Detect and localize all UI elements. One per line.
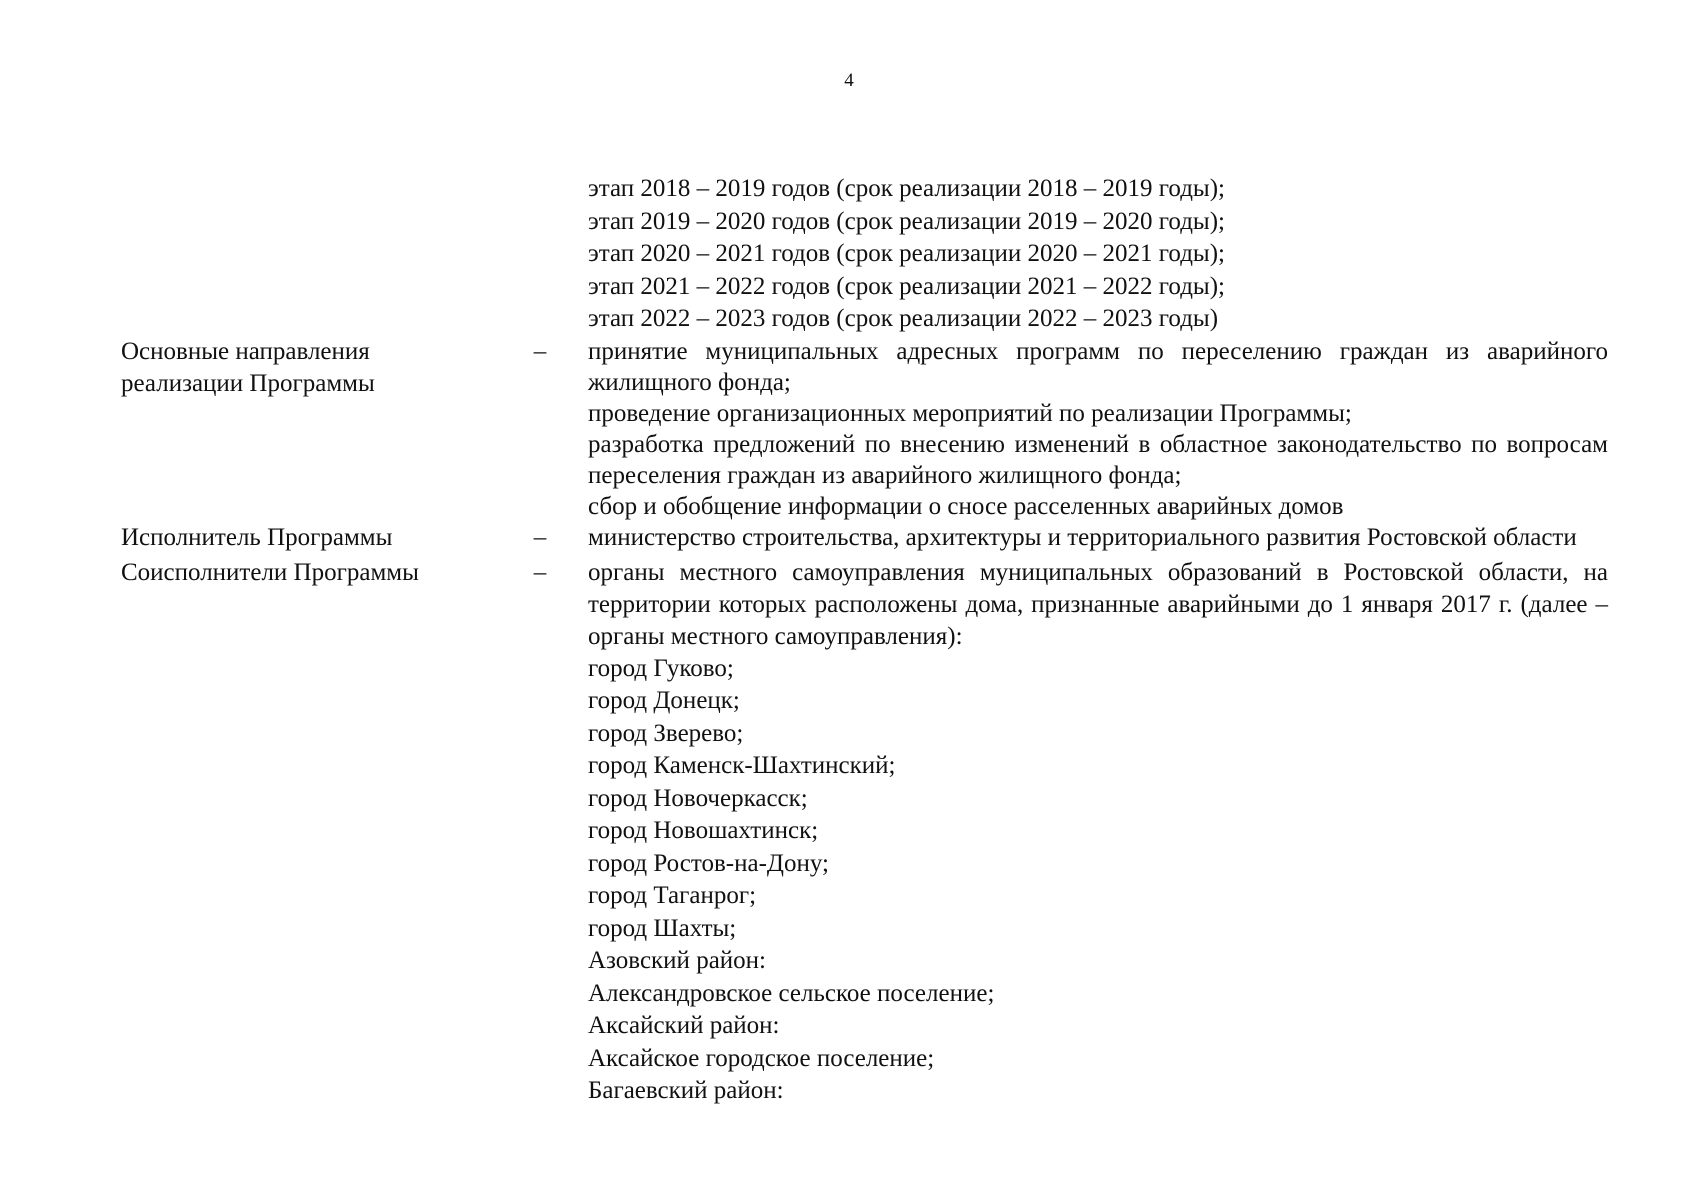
stage-line: этап 2018 – 2019 годов (срок реализации 2018 – 2019 годы); [588,175,1225,202]
co-executor-item: Аксайский район: [588,1012,780,1039]
co-executor-item: Аксайское городское поселение; [588,1044,935,1072]
co-executor-item: город Шахты; [588,914,737,942]
direction-item: сбор и обобщение информации о сносе расселенных аварийных домов [588,492,1344,520]
co-executor-item: Азовский район: [588,947,766,974]
co-executor-item: город Зверево; [588,719,744,747]
stage-line: этап 2019 – 2020 годов (срок реализации 2019 – 2020 годы); [588,207,1225,235]
directions-dash: – [533,337,547,365]
co-executor-item: город Новошахтинск; [588,817,819,844]
co-executor-item: Александровское сельское поселение; [588,979,995,1007]
co-executor-item: город Каменск-Шахтинский; [588,752,896,779]
direction-item: разработка предложений по внесению изменений в областное законодательство по вопросам переселения граждан из аварийного жилищного фонда; [588,430,1608,489]
co-executors-content [588,557,1608,1108]
stage-line: этап 2020 – 2021 годов (срок реализации 2020 – 2021 годы); [588,240,1225,267]
directions-label: Основные направления реализации Программы [121,337,375,397]
co-executor-item: город Донецк; [588,687,740,714]
executor-row [0,522,1698,553]
directions-row [0,336,1698,522]
executor-text: министерство строительства, архитектуры и территориального развития Ростовской области [588,523,1577,551]
co-executors-label: Соисполнители Программы [121,558,419,586]
stage-line: этап 2021 – 2022 годов (срок реализации 2021 – 2022 годы); [588,272,1225,300]
direction-item: принятие муниципальных адресных программ по переселению граждан из аварийного жилищного фонда; [588,337,1608,396]
co-executor-item: город Ростов-на-Дону; [588,849,829,877]
co-executors-dash: – [533,558,547,586]
co-executors-row [0,557,1698,1108]
executor-content [588,522,1608,553]
co-executor-item: город Новочеркасск; [588,784,808,812]
stages-content [588,173,1608,336]
co-executor-item: город Таганрог; [588,882,757,909]
executor-label: Исполнитель Программы [121,523,393,551]
co-executor-item: город Гуково; [588,654,734,682]
direction-item: проведение организационных мероприятий по реализации Программы; [588,399,1352,427]
directions-content [588,336,1608,522]
co-executors-intro: органы местного самоуправления муниципальных образований в Ростовской области, на территории которых расположены дома, признанные аварийными до 1 января 2017 г. (далее – органы местного самоуправления): [588,558,1608,650]
executor-dash: – [533,523,547,551]
page-number: 4 [844,70,854,91]
stage-line: этап 2022 – 2023 годов (срок реализации 2022 – 2023 годы) [588,305,1219,332]
co-executor-item: Багаевский район: [588,1077,784,1104]
program-passport-table [0,173,1698,1108]
stages-row [0,173,1698,336]
